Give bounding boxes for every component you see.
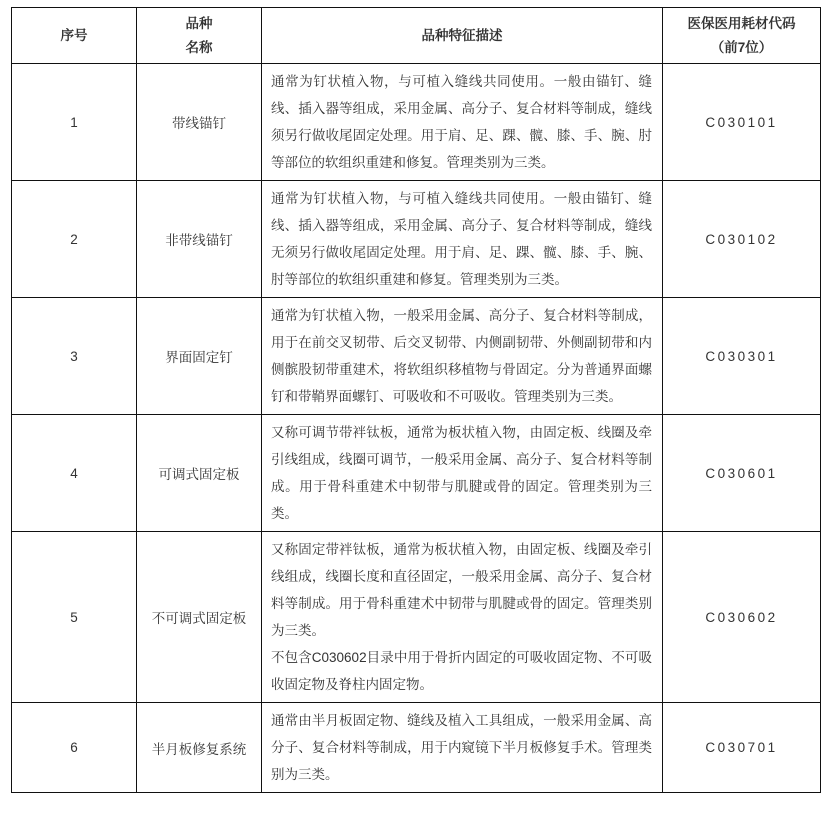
header-code-line2: （前7位） — [710, 39, 773, 55]
row-index: 6 — [12, 703, 137, 793]
product-name: 带线锚钉 — [137, 64, 262, 181]
product-description — [262, 298, 663, 415]
header-product-name-line2: 名称 — [185, 39, 213, 55]
table-row-4 — [12, 415, 821, 532]
header-description: 品种特征描述 — [262, 8, 663, 64]
row-index: 2 — [12, 181, 137, 298]
table-row-1 — [12, 64, 821, 181]
description-paragraph: 通常为钉状植入物，一般采用金属、高分子、复合材料等制成，用于在前交叉韧带、后交叉韧带、内侧副韧带、外侧副韧带和内侧髌股韧带重建术，将软组织移植物与骨固定。分为普通界面螺钉和带鞘界面螺钉、可吸收和不可吸收。管理类别为三类。 — [271, 308, 652, 404]
table-row-3 — [12, 298, 821, 415]
header-code-line1: 医保医用耗材代码 — [687, 15, 796, 31]
product-description — [262, 415, 663, 532]
description-paragraph: 通常为钉状植入物，与可植入缝线共同使用。一般由锚钉、缝线、插入器等组成，采用金属、高分子、复合材料等制成，缝线无须另行做收尾固定处理。用于肩、足、踝、髋、膝、手、腕、肘等部位的软组织重建和修复。管理类别为三类。 — [271, 191, 652, 287]
header-index: 序号 — [12, 8, 137, 64]
insurance-code: C030701 — [663, 703, 821, 793]
header-product-name — [137, 8, 262, 64]
description-paragraph: 通常由半月板固定物、缝线及植入工具组成，一般采用金属、高分子、复合材料等制成，用于内窥镜下半月板修复手术。管理类别为三类。 — [271, 713, 652, 782]
header-row — [12, 8, 821, 64]
product-name: 不可调式固定板 — [137, 532, 262, 703]
table-row-5 — [12, 532, 821, 703]
product-description — [262, 532, 663, 703]
product-description — [262, 64, 663, 181]
row-index: 1 — [12, 64, 137, 181]
row-index: 5 — [12, 532, 137, 703]
product-description — [262, 703, 663, 793]
description-paragraph: 又称可调节带袢钛板，通常为板状植入物，由固定板、线圈及牵引线组成，线圈可调节，一般采用金属、高分子、复合材料等制成。用于骨科重建术中韧带与肌腱或骨的固定。管理类别为三类。 — [271, 425, 652, 521]
insurance-code: C030602 — [663, 532, 821, 703]
description-paragraph: 又称固定带袢钛板，通常为板状植入物，由固定板、线圈及牵引线组成，线圈长度和直径固定，一般采用金属、高分子、复合材料等制成。用于骨科重建术中韧带与肌腱或骨的固定。管理类别为三类。 — [271, 542, 652, 638]
product-name: 半月板修复系统 — [137, 703, 262, 793]
insurance-code: C030102 — [663, 181, 821, 298]
header-code — [663, 8, 821, 64]
insurance-code: C030601 — [663, 415, 821, 532]
insurance-code: C030301 — [663, 298, 821, 415]
insurance-code: C030101 — [663, 64, 821, 181]
row-index: 4 — [12, 415, 137, 532]
table-header — [12, 8, 821, 64]
table-body — [12, 64, 821, 793]
header-product-name-line1: 品种 — [185, 15, 213, 31]
table-row-6 — [12, 703, 821, 793]
description-paragraph: 通常为钉状植入物，与可植入缝线共同使用。一般由锚钉、缝线、插入器等组成，采用金属、高分子、复合材料等制成，缝线须另行做收尾固定处理。用于肩、足、踝、髋、膝、手、腕、肘等部位的软组织重建和修复。管理类别为三类。 — [271, 74, 652, 170]
row-index: 3 — [12, 298, 137, 415]
description-paragraph: 不包含C030602目录中用于骨折内固定的可吸收固定物、不可吸收固定物及脊柱内固定物。 — [271, 650, 652, 692]
product-table — [11, 7, 821, 793]
product-name: 界面固定钉 — [137, 298, 262, 415]
product-name: 可调式固定板 — [137, 415, 262, 532]
product-name: 非带线锚钉 — [137, 181, 262, 298]
product-description — [262, 181, 663, 298]
table-row-2 — [12, 181, 821, 298]
